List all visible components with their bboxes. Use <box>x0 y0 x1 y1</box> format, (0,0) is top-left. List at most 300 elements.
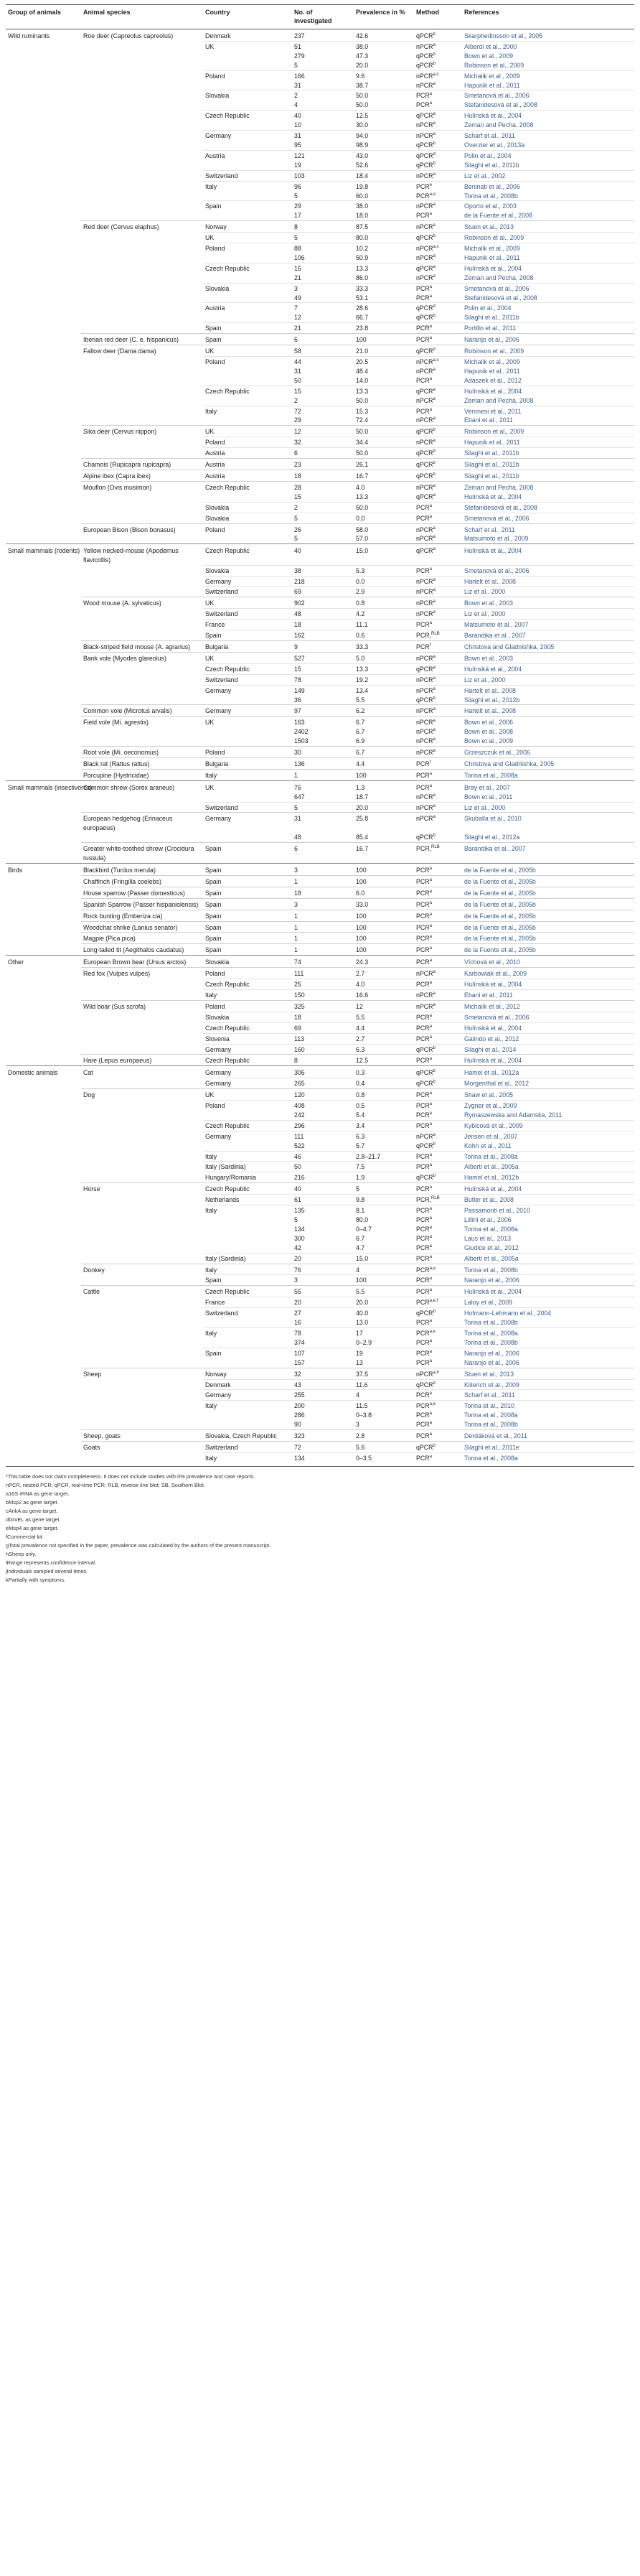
country-cell: Germany <box>203 576 292 587</box>
method-text: qPCR <box>416 1443 433 1451</box>
table-row <box>6 1089 634 1101</box>
species-cell <box>81 303 203 313</box>
footnote-marker: f <box>429 760 431 765</box>
prevalence-cell: 16.6 <box>354 989 414 1000</box>
method-cell <box>414 843 462 864</box>
method-cell <box>414 1286 462 1297</box>
prevalence-cell: 42.6 <box>354 29 414 42</box>
group-cell <box>6 898 81 910</box>
method-cell <box>414 161 462 170</box>
species-cell <box>81 1297 203 1308</box>
number-cell: 69 <box>292 1022 354 1033</box>
method-text: nPCR <box>416 367 433 375</box>
number-cell: 5 <box>292 802 354 813</box>
number-cell: 136 <box>292 757 354 769</box>
prevalence-cell: 20.5 <box>354 357 414 367</box>
prevalence-cell: 43.0 <box>354 150 414 160</box>
reference-link: Bown et al., 2011 <box>464 793 513 801</box>
species-cell: Cattle <box>81 1286 203 1297</box>
number-cell: 29 <box>294 416 301 424</box>
number-cell: 21 <box>292 323 354 334</box>
footnote-marker: a <box>433 970 436 975</box>
prevalence-cell: 98.9 <box>356 141 369 149</box>
table-row <box>6 1172 634 1183</box>
prevalence-cell: 5.5 <box>356 696 365 704</box>
footnote-line: eMsp4 as gene target. <box>6 1524 59 1531</box>
country-cell: Hungary/Romania <box>203 1172 292 1183</box>
table-row <box>6 1120 634 1131</box>
reference-link: Hulínská et al., 2004 <box>462 263 634 273</box>
footnote-marker: a <box>429 981 432 986</box>
table-row <box>6 313 634 322</box>
footnote-marker: a <box>429 336 432 341</box>
reference-link: Barandika et al., 2007 <box>462 843 634 864</box>
group-cell <box>6 481 81 492</box>
footnote-marker: a <box>429 1338 432 1343</box>
species-cell <box>81 1022 203 1033</box>
table-row <box>6 597 634 609</box>
method-cell <box>414 1243 462 1253</box>
table-row <box>6 201 634 211</box>
prevalence-cell: 26.1 <box>354 459 414 470</box>
method-text: PCR <box>416 1402 430 1410</box>
reference-link: Hulínská et al., 2004 <box>462 1286 634 1297</box>
group-cell <box>6 52 81 61</box>
group-cell <box>6 1111 81 1120</box>
species-cell <box>81 283 203 293</box>
method-text: qPCR <box>416 112 433 120</box>
group-cell <box>6 576 81 587</box>
reference-link: de la Fuente et al., 2005b <box>462 875 634 887</box>
footnote-marker: a <box>429 1163 432 1168</box>
species-cell: European hedgehog (Erinaceus europaeus) <box>81 813 203 833</box>
species-cell <box>81 565 203 576</box>
prevalence-cell: 19.8 <box>354 181 414 191</box>
reference-link: Barandika et al., 2007 <box>462 630 634 641</box>
species-cell <box>81 1172 203 1183</box>
table-row <box>6 253 634 263</box>
species-cell <box>81 534 203 543</box>
table-row <box>6 121 634 130</box>
country-cell <box>203 192 292 201</box>
footnote-marker: a <box>433 274 436 279</box>
reference-link: Kybicová et al., 2009 <box>462 1120 634 1131</box>
table-row <box>6 757 634 769</box>
method-cell <box>414 1225 462 1234</box>
reference-link: Ebani et al., 2011 <box>462 989 634 1000</box>
country-cell: Germany <box>203 705 292 717</box>
species-cell <box>81 1234 203 1243</box>
method-text: qPCR <box>416 1310 433 1317</box>
group-cell <box>6 233 81 243</box>
method-cell <box>414 544 462 565</box>
footnote-marker: b <box>433 1174 436 1179</box>
prevalence-cell: 2.8–21.7 <box>354 1151 414 1162</box>
reference-link: Silaghi et al., 2011b <box>464 314 519 322</box>
footnote-marker: a <box>433 535 436 540</box>
table-row <box>6 150 634 160</box>
species-cell <box>81 313 203 322</box>
country-cell: Germany <box>203 1390 292 1401</box>
method-cell <box>414 1022 462 1033</box>
number-cell: 2 <box>292 502 354 513</box>
number-cell: 96 <box>292 181 354 191</box>
number-cell: 218 <box>292 576 354 587</box>
reference-link: Hulínská et al., 2004 <box>462 979 634 990</box>
method-cell <box>414 737 462 746</box>
group-cell <box>6 587 81 597</box>
table-row <box>6 437 634 448</box>
number-cell: 15 <box>294 493 301 500</box>
number-cell: 32 <box>292 1368 354 1379</box>
table-row <box>6 843 634 864</box>
reference-link: Kohn et al., 2011 <box>464 1142 512 1149</box>
number-cell: 374 <box>294 1338 305 1346</box>
method-cell <box>414 663 462 674</box>
footnote-marker: a <box>429 1057 432 1062</box>
reference-link: Robinson et al., 2009 <box>462 345 634 357</box>
prevalence-cell: 18.0 <box>356 212 369 220</box>
table-row <box>6 1338 634 1348</box>
table-row <box>6 211 634 220</box>
footnote-marker: a <box>429 101 432 106</box>
footnote-line: cAnkA as gene target. <box>6 1507 58 1514</box>
method-cell <box>414 534 462 543</box>
species-cell <box>81 81 203 90</box>
prevalence-cell: 100 <box>354 334 414 345</box>
reference-link: Liz et al., 2000 <box>462 587 634 597</box>
footnote-marker: a <box>429 503 432 508</box>
reference-link: Robinson et al., 2009 <box>464 61 524 69</box>
footnote-marker: a <box>429 1225 432 1230</box>
footnote-marker: b <box>433 696 436 701</box>
species-cell <box>81 1318 203 1327</box>
reference-link: Torina et al., 2008a <box>462 769 634 780</box>
species-cell <box>81 727 203 737</box>
prevalence-cell: 58.0 <box>354 523 414 534</box>
footnote-line: kPartially with symptoms. <box>6 1576 65 1583</box>
number-cell: 300 <box>294 1234 305 1242</box>
method-text: PCR <box>416 1013 430 1021</box>
method-cell <box>414 769 462 780</box>
species-cell: Wild boar (Sus scrofa) <box>81 1000 203 1012</box>
number-cell: 72 <box>292 1441 354 1452</box>
footnote-marker: a <box>433 254 436 259</box>
table-row <box>6 1368 634 1379</box>
prevalence-cell: 17 <box>354 1327 414 1338</box>
reference-link: Oporto et al., 2003 <box>462 201 634 211</box>
number-cell: 3 <box>292 898 354 910</box>
table-row <box>6 243 634 253</box>
country-cell: Italy <box>203 989 292 1000</box>
number-cell: 78 <box>292 1327 354 1338</box>
reference-link: Hulínská et al., 2004 <box>462 111 634 121</box>
method-cell <box>414 233 462 243</box>
table-row <box>6 1195 634 1205</box>
table-row <box>6 1131 634 1141</box>
number-cell: 10 <box>294 121 301 129</box>
method-text: qPCR <box>416 314 433 322</box>
number-cell: 76 <box>292 780 354 792</box>
prevalence-cell: 100 <box>354 875 414 887</box>
reference-link: Hamel et al., 2012a <box>462 1066 634 1078</box>
reference-link: de la Fuente et al., 2005b <box>462 887 634 898</box>
group-cell <box>6 1205 81 1215</box>
method-text: nPCR <box>416 686 433 694</box>
footnote-marker: a <box>429 1185 432 1190</box>
prevalence-cell: 13.3 <box>354 386 414 396</box>
country-cell: Spain <box>203 887 292 898</box>
method-cell <box>414 323 462 334</box>
species-cell <box>81 1390 203 1401</box>
species-cell <box>81 1338 203 1348</box>
method-cell <box>414 696 462 705</box>
reference-link: Karbowiak et al., 2009 <box>462 968 634 979</box>
number-cell: 97 <box>292 705 354 717</box>
species-cell: Roe deer (Capreolus capreolus) <box>81 29 203 42</box>
prevalence-cell: 0.6 <box>354 630 414 641</box>
footnote-marker: a <box>429 1454 432 1459</box>
number-cell: 135 <box>292 1205 354 1215</box>
method-text: PCR <box>416 1299 430 1307</box>
method-cell <box>414 111 462 121</box>
country-cell: Poland <box>203 243 292 253</box>
group-cell <box>6 1022 81 1033</box>
country-cell <box>203 534 292 543</box>
species-cell: Cat <box>81 1066 203 1078</box>
table-row <box>6 221 634 233</box>
table-row <box>6 587 634 597</box>
prevalence-cell: 80.0 <box>356 1216 369 1223</box>
prevalence-cell: 20.0 <box>354 802 414 813</box>
prevalence-cell: 6.7 <box>354 747 414 758</box>
reference-link: Torina et al., 2008a <box>464 1411 518 1419</box>
number-cell: 40 <box>292 544 354 565</box>
species-cell <box>81 416 203 425</box>
footnote-marker: a <box>433 439 436 444</box>
footnote-marker: a <box>429 912 432 917</box>
method-text: nPCR <box>416 416 433 424</box>
species-cell: Yellow necked-mouse (Apodemus flavicollis) <box>81 544 203 565</box>
table-row <box>6 1215 634 1225</box>
method-text: PCR <box>416 1432 430 1440</box>
method-text: qPCR <box>416 1381 433 1389</box>
footnote-line: a16S rRNA as gene target. <box>6 1490 70 1497</box>
species-cell <box>81 1012 203 1022</box>
table-row <box>6 141 634 150</box>
group-cell <box>6 211 81 220</box>
method-cell <box>414 253 462 263</box>
country-cell: UK <box>203 717 292 727</box>
reference-link: Stefanidesová et al., 2008 <box>464 294 537 302</box>
method-cell <box>414 989 462 1000</box>
reference-link: Smetanová et al., 2006 <box>462 513 634 523</box>
country-cell: Poland <box>203 357 292 367</box>
method-text: qPCR <box>416 234 433 242</box>
reference-link: Torina et al., 2010 <box>462 1401 634 1411</box>
number-cell: 5 <box>292 233 354 243</box>
footnote-marker: a <box>429 407 432 412</box>
reference-link: Torina et al., 2008a <box>462 1327 634 1338</box>
method-text: PCR, <box>416 845 432 853</box>
method-cell <box>414 181 462 191</box>
species-cell <box>81 793 203 802</box>
method-text: PCR <box>416 1349 430 1357</box>
footnote-marker: a <box>433 815 436 820</box>
reference-link: Zeman and Pecha, 2008 <box>464 121 534 129</box>
number-cell: 323 <box>292 1430 354 1442</box>
number-cell: 15 <box>292 263 354 273</box>
number-cell: 72 <box>292 406 354 416</box>
number-cell: 48 <box>292 609 354 620</box>
prevalence-cell: 85.4 <box>356 834 369 841</box>
method-cell <box>414 968 462 979</box>
footnote-marker: a <box>429 1091 432 1096</box>
number-cell: 40 <box>292 111 354 121</box>
table-row <box>6 1142 634 1151</box>
method-cell <box>414 150 462 160</box>
prevalence-cell: 5.5 <box>354 1286 414 1297</box>
species-cell <box>81 192 203 201</box>
group-cell <box>6 1253 81 1264</box>
country-cell: UK <box>203 41 292 51</box>
reference-link: Silaghi et al., 2012b <box>464 696 520 704</box>
reference-link: Hartelt et al., 2008 <box>462 576 634 587</box>
prevalence-cell: 13.3 <box>354 663 414 674</box>
species-cell <box>81 1348 203 1358</box>
table-row <box>6 640 634 652</box>
country-cell: Switzerland <box>203 802 292 813</box>
table-row <box>6 406 634 416</box>
prevalence-cell: 18.7 <box>356 793 369 801</box>
prevalence-cell: 8.1 <box>354 1205 414 1215</box>
species-cell <box>81 101 203 110</box>
table-row <box>6 1012 634 1022</box>
number-cell: 2402 <box>294 728 309 736</box>
method-text: PCR <box>416 1163 430 1171</box>
table-row <box>6 1327 634 1338</box>
reference-link: Smetanová et al., 2006 <box>462 90 634 101</box>
footnote-marker: b <box>433 1142 436 1147</box>
prevalence-cell: 13.0 <box>356 1319 369 1327</box>
number-cell: 40 <box>292 1183 354 1195</box>
table-row <box>6 887 634 898</box>
species-cell <box>81 357 203 367</box>
number-cell: 21 <box>294 274 301 281</box>
group-cell <box>6 1131 81 1141</box>
prevalence-cell: 28.6 <box>354 303 414 313</box>
species-cell <box>81 979 203 990</box>
method-text: PCR <box>416 889 430 897</box>
number-cell: 279 <box>294 52 305 60</box>
footnote-line: *This table does not claim completeness. It does not include studies with 0% prevalence and case reports. <box>6 1473 255 1480</box>
group-cell <box>6 802 81 813</box>
method-cell <box>414 1162 462 1172</box>
country-cell <box>203 313 292 322</box>
reference-link: Bown et al., 2006 <box>462 717 634 727</box>
species-cell <box>81 253 203 263</box>
table-row <box>6 1111 634 1120</box>
country-cell <box>203 52 292 61</box>
method-cell <box>414 652 462 663</box>
group-cell <box>6 70 81 80</box>
footnote-marker: b <box>433 314 436 319</box>
prevalence-cell: 6.3 <box>354 1044 414 1055</box>
country-cell: Italy <box>203 1401 292 1411</box>
species-cell <box>81 685 203 695</box>
number-cell: 6 <box>292 843 354 864</box>
prevalence-cell: 50.0 <box>354 90 414 101</box>
number-cell: 4 <box>294 101 298 109</box>
footnote-marker: a,e <box>429 1330 436 1335</box>
reference-link: Hulínská et al., 2004 <box>462 1055 634 1066</box>
country-cell: Norway <box>203 221 292 233</box>
country-cell <box>203 1420 292 1429</box>
method-cell <box>414 131 462 141</box>
method-text: PCR <box>416 1207 430 1215</box>
group-cell <box>6 448 81 459</box>
footnote-marker: a <box>433 121 436 126</box>
number-cell: 43 <box>292 1379 354 1390</box>
number-cell: 29 <box>292 201 354 211</box>
reference-link: Adaszek et al., 2012 <box>464 376 522 384</box>
reference-link: Víchová et al., 2010 <box>462 956 634 968</box>
group-cell <box>6 111 81 121</box>
table-row <box>6 70 634 80</box>
country-cell <box>203 396 292 406</box>
method-cell <box>414 141 462 150</box>
reference-link: Liz et al., 2000 <box>462 674 634 685</box>
country-cell: Czech Republic <box>203 1183 292 1195</box>
number-cell: 76 <box>292 1264 354 1275</box>
country-cell: Germany <box>203 813 292 833</box>
method-text: nPCR <box>416 970 433 978</box>
country-cell: Italy (Sardinia) <box>203 1253 292 1264</box>
table-row <box>6 793 634 802</box>
prevalence-cell: 30.0 <box>356 121 369 129</box>
method-text: PCR <box>416 1288 430 1296</box>
prevalence-cell: 0–3.8 <box>356 1411 372 1419</box>
reference-link: Zeman and Pecha, 2008 <box>462 481 634 492</box>
country-cell: Switzerland <box>203 1441 292 1452</box>
footnote-marker: a <box>433 654 436 659</box>
prevalence-cell: 100 <box>354 1275 414 1286</box>
group-cell: Domestic animals <box>6 1066 81 1078</box>
reference-link: Hulínská et al., 2004 <box>464 493 522 500</box>
group-cell <box>6 192 81 201</box>
reference-link: Portillo et al., 2011 <box>462 323 634 334</box>
species-cell: Wood mouse (A. sylvaticus) <box>81 597 203 609</box>
method-cell <box>414 1411 462 1420</box>
group-cell <box>6 1172 81 1183</box>
method-cell <box>414 192 462 201</box>
species-cell: House sparrow (Passer domesticus) <box>81 887 203 898</box>
method-cell <box>414 565 462 576</box>
table-row <box>6 1101 634 1111</box>
reference-link: Hapunik et al., 2011 <box>464 367 520 375</box>
method-text: qPCR <box>416 472 433 480</box>
reference-link: Hulínská et al., 2004 <box>462 544 634 565</box>
table-row <box>6 376 634 386</box>
species-cell <box>81 587 203 597</box>
prevalence-cell: 2.7 <box>354 1033 414 1044</box>
footnote-marker: a <box>429 867 432 872</box>
species-cell <box>81 513 203 523</box>
country-cell: Norway <box>203 1368 292 1379</box>
method-text: PCR <box>416 877 430 885</box>
group-cell <box>6 1338 81 1348</box>
footnotes <box>6 1473 634 1585</box>
